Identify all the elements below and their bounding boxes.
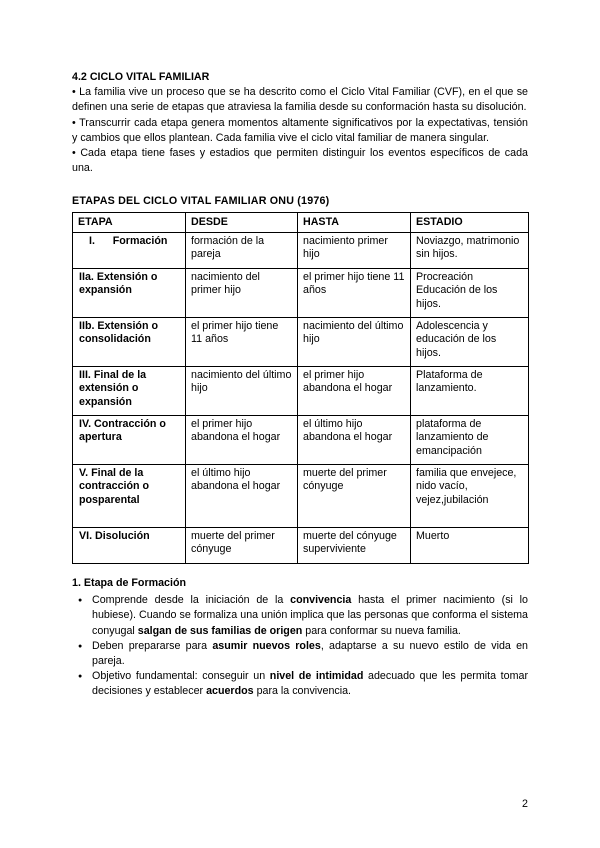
table-cell-etapa: VI. Disolución bbox=[73, 527, 186, 563]
table-header: ESTADIO bbox=[411, 212, 529, 232]
table-cell-etapa: III. Final de la extensión o expansión bbox=[73, 366, 186, 415]
table-cell: el último hijo abandona el hogar bbox=[298, 415, 411, 464]
table-cell: el último hijo abandona el hogar bbox=[186, 464, 298, 527]
table-row bbox=[73, 415, 529, 464]
table-row bbox=[73, 464, 529, 527]
table-cell: Adolescencia y educación de los hijos. bbox=[411, 317, 529, 366]
table-cell: el primer hijo abandona el hogar bbox=[298, 366, 411, 415]
section-title: 4.2 CICLO VITAL FAMILIAR bbox=[72, 71, 210, 83]
paragraph: • La familia vive un proceso que se ha descrito como el Ciclo Vital Familiar (CVF), en el que se definen una serie de etapas que atraviesa la familia desde su conformación hasta su disolución. bbox=[72, 86, 528, 114]
table-cell: el primer hijo abandona el hogar bbox=[186, 415, 298, 464]
table-header-row bbox=[73, 212, 529, 232]
table-cell: nacimiento del último hijo bbox=[298, 317, 411, 366]
table-cell: muerte del primer cónyuge bbox=[186, 527, 298, 563]
table-cell: formación de la pareja bbox=[186, 232, 298, 268]
table-header: HASTA bbox=[298, 212, 411, 232]
table-title: ETAPAS DEL CICLO VITAL FAMILIAR ONU (1976) bbox=[72, 195, 330, 208]
table-cell-etapa: IIa. Extensión o expansión bbox=[73, 268, 186, 317]
table-row bbox=[73, 527, 529, 563]
table-header: ETAPA bbox=[73, 212, 186, 232]
table-cell-etapa: V. Final de la contracción o posparental bbox=[73, 464, 186, 527]
list-item: ● Comprende desde la iniciación de la convivencia hasta el primer nacimiento (si lo hubiese). Cuando se formaliza una unión implica que las personas que conforma el sistema conyugal salgan de sus familias de origen para conformar su nueva familia. bbox=[92, 593, 528, 639]
table-cell: Procreación Educación de los hijos. bbox=[411, 268, 529, 317]
table-row bbox=[73, 366, 529, 415]
table-cell: nacimiento del primer hijo bbox=[186, 268, 298, 317]
table-header: DESDE bbox=[186, 212, 298, 232]
stage-title: 1. Etapa de Formación bbox=[72, 576, 187, 589]
table-cell: plataforma de lanzamiento de emancipación bbox=[411, 415, 529, 464]
table-cell: Muerto bbox=[411, 527, 529, 563]
stage-bullet-list bbox=[72, 593, 528, 699]
table-row bbox=[73, 232, 529, 268]
page-number: 2 bbox=[522, 798, 528, 810]
table-row bbox=[73, 268, 529, 317]
document-page bbox=[72, 70, 528, 700]
paragraph: • Transcurrir cada etapa genera momentos altamente significativos por la expectativas, tensión y cambios que ellos plantean. Cada familia vive el ciclo vital familiar de manera singular. bbox=[72, 116, 528, 144]
table-cell: el primer hijo tiene 11 años bbox=[186, 317, 298, 366]
paragraph: • Cada etapa tiene fases y estadios que permiten distinguir los eventos específicos de cada una. bbox=[72, 147, 528, 175]
table-cell: nacimiento primer hijo bbox=[298, 232, 411, 268]
stages-table bbox=[72, 212, 529, 564]
table-cell: Plataforma de lanzamiento. bbox=[411, 366, 529, 415]
table-cell: familia que envejece, nido vacío, vejez,jubilación bbox=[411, 464, 529, 527]
table-cell: muerte del primer cónyuge bbox=[298, 464, 411, 527]
table-cell-etapa: IV. Contracción o apertura bbox=[73, 415, 186, 464]
list-item: ● Deben prepararse para asumir nuevos roles, adaptarse a su nuevo estilo de vida en pareja. bbox=[92, 639, 528, 669]
table-cell-etapa: I. Formación bbox=[73, 232, 186, 268]
table-row bbox=[73, 317, 529, 366]
table-cell-etapa: IIb. Extensión o consolidación bbox=[73, 317, 186, 366]
table-cell: nacimiento del último hijo bbox=[186, 366, 298, 415]
table-cell: el primer hijo tiene 11 años bbox=[298, 268, 411, 317]
list-item: ● Objetivo fundamental: conseguir un nivel de intimidad adecuado que les permita tomar decisiones y establecer acuerdos para la convivencia. bbox=[92, 669, 528, 699]
table-cell: Noviazgo, matrimonio sin hijos. bbox=[411, 232, 529, 268]
table-cell: muerte del cónyuge superviviente bbox=[298, 527, 411, 563]
